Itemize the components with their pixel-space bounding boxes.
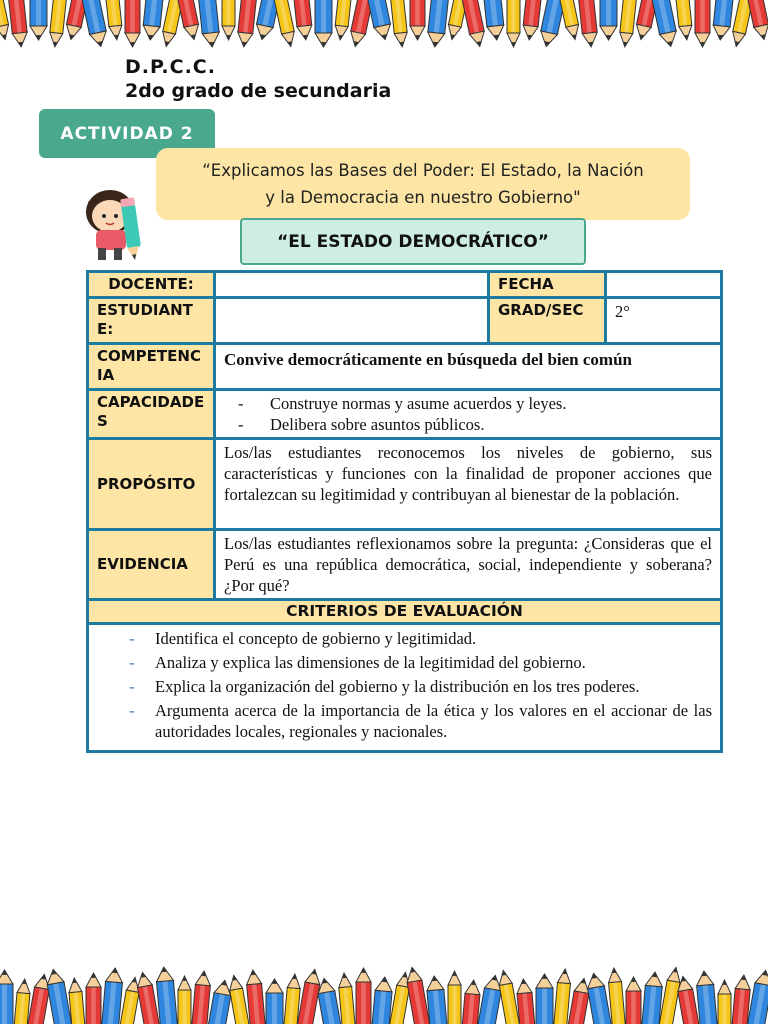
pencil-icon <box>477 974 503 1024</box>
pencil-icon <box>536 974 553 1024</box>
pencil-icon <box>448 971 461 1024</box>
child-with-pencil-icon <box>80 184 154 264</box>
course-code: D.P.C.C. <box>125 56 216 78</box>
criterio-item: - Explica la organización del gobierno y la distribución en los tres poderes. <box>89 676 720 697</box>
criterio-item: - Identifica el concepto de gobierno y legitimidad. <box>89 628 720 649</box>
topic-box <box>156 148 690 220</box>
proposito-label: PROPÓSITO <box>88 439 215 530</box>
pencil-icon <box>538 0 565 48</box>
pencil-icon <box>695 0 710 47</box>
pencil-icon <box>626 977 641 1024</box>
pencil-icon <box>101 967 123 1024</box>
topic-line-1: “Explicamos las Bases del Poder: El Estado, la Nación <box>202 161 644 180</box>
pencil-icon <box>0 970 13 1024</box>
pencil-icon <box>507 0 520 47</box>
competencia-value: Convive democráticamente en búsqueda del bien común <box>215 344 722 390</box>
evidencia-label: EVIDENCIA <box>88 530 215 600</box>
pencil-icon <box>516 978 535 1024</box>
criterios-value <box>88 624 722 752</box>
criterio-item: - Analiza y explica las dimensiones de la legitimidad del gobierno. <box>89 652 720 673</box>
pencil-icon <box>155 966 177 1024</box>
pencil-icon <box>45 968 72 1024</box>
pencil-icon <box>676 0 694 41</box>
pencil-icon <box>695 970 717 1024</box>
pencil-icon <box>245 969 265 1024</box>
pencil-icon <box>426 975 448 1024</box>
pencil-icon <box>462 0 487 48</box>
pencil-icon <box>568 977 592 1024</box>
pencil-icon <box>315 0 332 47</box>
pencil-icon <box>30 0 47 40</box>
fecha-label: FECHA <box>489 272 606 298</box>
pencil-icon <box>208 979 233 1024</box>
table-row <box>88 344 722 390</box>
capacidades-value <box>215 390 722 439</box>
pencil-icon <box>585 972 612 1024</box>
estudiante-label: ESTUDIANTE: <box>88 298 215 344</box>
activity-badge: ACTIVIDAD 2 <box>39 109 215 158</box>
table-row <box>88 530 722 600</box>
docente-label: DOCENTE: <box>88 272 215 298</box>
table-row <box>88 624 722 752</box>
pencil-icon <box>27 973 51 1024</box>
pencil-icon <box>642 971 664 1024</box>
pencil-icon <box>236 0 256 48</box>
grade-level: 2do grado de secundaria <box>125 80 392 102</box>
table-row <box>88 439 722 530</box>
docente-field[interactable] <box>215 272 489 298</box>
pencil-icon <box>82 0 109 48</box>
competencia-label: COMPETENCIA <box>88 344 215 390</box>
pencil-icon <box>274 0 297 48</box>
pencil-border-icon <box>0 956 768 1024</box>
pencil-icon <box>8 0 28 48</box>
pencil-icon <box>390 0 408 48</box>
proposito-value: Los/las estudiantes reconocemos los niveles de gobierno, sus características y funciones con la finalidad de proponer acciones que fortalezcan su legitimidad y contribuyan al bienestar de la población. <box>215 439 722 530</box>
gradsec-field[interactable]: 2° <box>606 298 722 344</box>
pencil-icon <box>748 0 768 41</box>
header <box>125 55 391 103</box>
pencil-icon <box>125 0 140 47</box>
estudiante-field[interactable] <box>215 298 489 344</box>
pencil-icon <box>712 0 734 41</box>
pencil-icon <box>356 968 371 1024</box>
pencil-icon <box>178 0 202 41</box>
pencil-icon <box>106 0 124 41</box>
pencil-icon <box>266 979 283 1024</box>
gradsec-label: GRAD/SEC <box>489 298 606 344</box>
pencil-icon <box>484 0 506 41</box>
pencil-icon <box>198 0 220 48</box>
pencil-icon <box>178 976 191 1024</box>
pencil-icon <box>410 0 425 40</box>
criterio-item: - Argumenta acerca de la importancia de la ética y los valores en el accionar de las autoridades locales, regionales y nacionales. <box>89 700 720 742</box>
table-row <box>88 298 722 344</box>
fecha-field[interactable] <box>606 272 722 298</box>
pencil-icon <box>368 0 394 41</box>
pencil-icon <box>426 0 448 48</box>
pencil-icon <box>294 0 314 41</box>
pencil-icon <box>372 976 394 1024</box>
pencil-icon <box>86 973 101 1024</box>
pencil-icon <box>462 979 481 1024</box>
pencil-icon <box>522 0 542 41</box>
pencil-icon <box>48 0 66 48</box>
pencil-icon <box>191 970 211 1024</box>
criterios-heading: CRITERIOS DE EVALUACIÓN <box>88 600 722 624</box>
pencil-icon <box>334 0 352 41</box>
pencil-icon <box>553 969 571 1024</box>
pencil-icon <box>135 971 160 1024</box>
pencil-icon <box>747 969 768 1024</box>
pencil-icon <box>600 0 617 40</box>
capacidad-item: - Delibera sobre asuntos públicos. <box>224 414 712 435</box>
bottom-pencil-border <box>0 956 768 1024</box>
pencil-icon <box>718 980 731 1024</box>
topic-line-2: y la Democracia en nuestro Gobierno" <box>265 188 581 207</box>
pencil-icon <box>222 0 235 40</box>
capacidad-item: - Construye normas y asume acuerdos y leyes. <box>224 393 712 414</box>
pencil-icon <box>560 0 582 41</box>
pencil-icon <box>652 0 679 48</box>
table-row <box>88 600 722 624</box>
activity-title: “EL ESTADO DEMOCRÁTICO” <box>240 218 586 265</box>
pencil-border-icon <box>0 0 768 62</box>
pencil-icon <box>227 974 249 1024</box>
pencil-icon <box>618 0 636 48</box>
info-table <box>86 270 723 753</box>
pencil-icon <box>14 979 31 1024</box>
table-row <box>88 272 722 298</box>
top-pencil-border <box>0 0 768 62</box>
evidencia-value: Los/las estudiantes reflexionamos sobre la pregunta: ¿Consideras que el Perú es una república democrática, social, independiente y soberana? ¿Por qué? <box>215 530 722 600</box>
capacidades-label: CAPACIDADES <box>88 390 215 439</box>
pencil-icon <box>578 0 598 48</box>
pencil-icon <box>142 0 164 41</box>
table-row <box>88 390 722 439</box>
pencil-icon <box>732 974 752 1024</box>
pencil-icon <box>338 973 356 1024</box>
